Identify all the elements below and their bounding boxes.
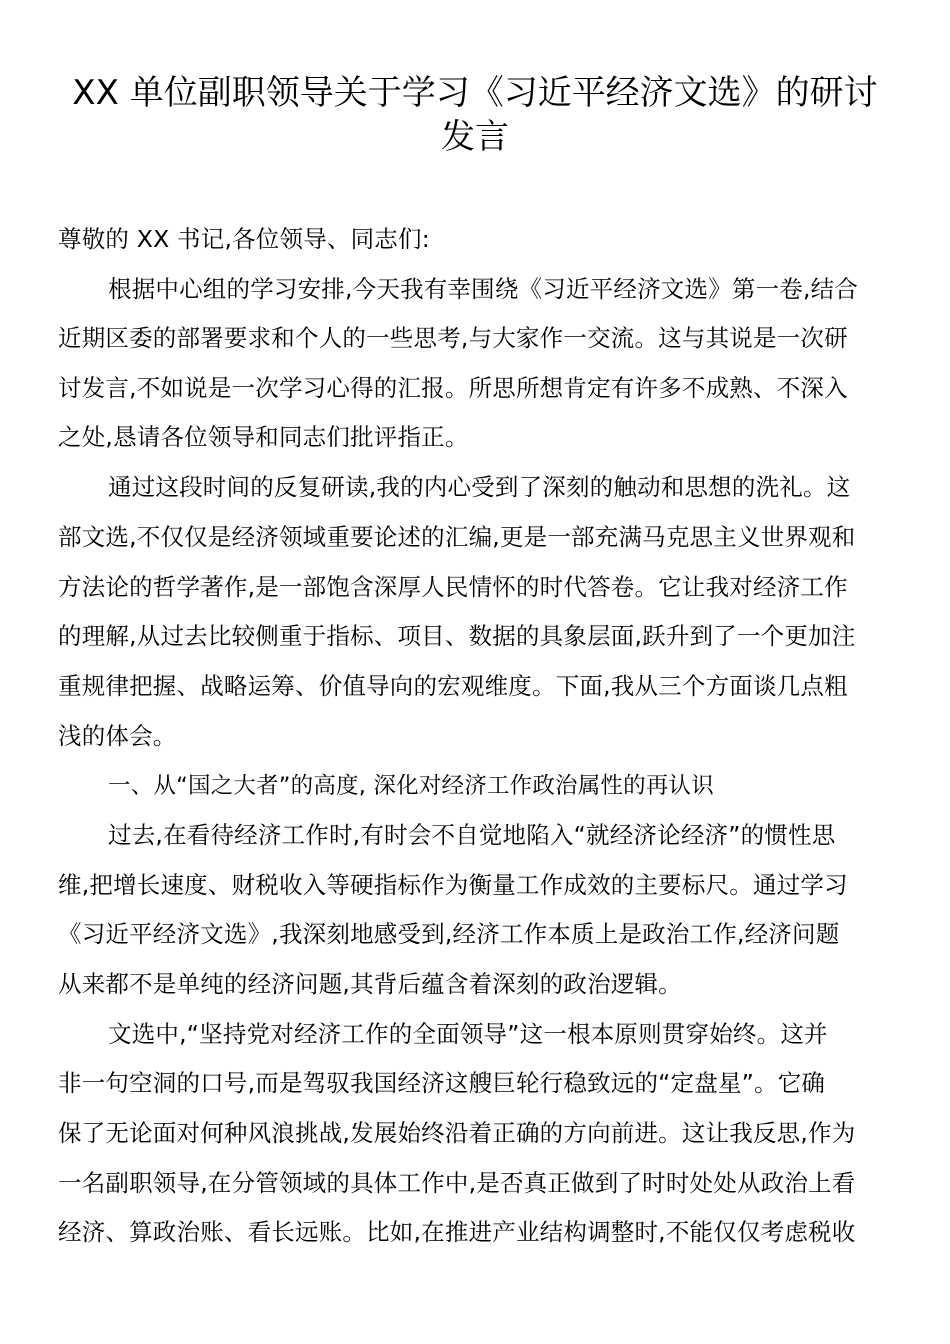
paragraph-2-line-1: 通过这段时间的反复研读,我的内心受到了深刻的触动和思想的洗礼。这 bbox=[108, 473, 851, 501]
paragraph-4-line-5: 经济、算政治账、看长远账。比如,在推进产业结构调整时,不能仅仅考虑税收 bbox=[58, 1218, 856, 1246]
paragraph-2-line-6: 浅的体会。 bbox=[58, 722, 177, 750]
paragraph-2-line-3: 方法论的哲学著作,是一部饱含深厚人民情怀的时代答卷。它让我对经济工作 bbox=[58, 573, 848, 601]
paragraph-4-line-4: 一名副职领导,在分管领域的具体工作中,是否真正做到了时时处处从政治上看 bbox=[58, 1169, 856, 1197]
paragraph-1-line-2: 近期区委的部署要求和个人的一些思考,与大家作一交流。这与其说是一次研 bbox=[58, 324, 848, 352]
paragraph-3-line-4: 从来都不是单纯的经济问题,其背后蕴含着深刻的政治逻辑。 bbox=[58, 970, 682, 998]
paragraph-2-line-4: 的理解,从过去比较侧重于指标、项目、数据的具象层面,跃升到了一个更加注 bbox=[58, 622, 856, 650]
paragraph-4-line-1: 文选中,“坚持党对经济工作的全面领导”这一根本原则贯穿始终。这并 bbox=[108, 1020, 828, 1048]
paragraph-2-line-5: 重规律把握、战略运筹、价值导向的宏观维度。下面,我从三个方面谈几点粗 bbox=[58, 672, 848, 700]
paragraph-4-line-2: 非一句空洞的口号,而是驾驭我国经济这艘巨轮行稳致远的“定盘星”。它确 bbox=[58, 1069, 826, 1097]
paragraph-1-line-1: 根据中心组的学习安排,今天我有幸围绕《习近平经济文选》第一卷,结合 bbox=[108, 275, 859, 303]
paragraph-3-line-1: 过去,在看待经济工作时,有时会不自觉地陷入“就经济论经济”的惯性思 bbox=[108, 821, 836, 849]
salutation: 尊敬的 XX 书记,各位领导、同志们: bbox=[58, 225, 430, 253]
paragraph-3-line-2: 维,把增长速度、财税收入等硬指标作为衡量工作成效的主要标尺。通过学习 bbox=[58, 871, 848, 899]
paragraph-4-line-3: 保了无论面对何种风浪挑战,发展始终沿着正确的方向前进。这让我反思,作为 bbox=[58, 1119, 856, 1147]
paragraph-2-line-2: 部文选,不仅仅是经济领域重要论述的汇编,更是一部充满马克思主义世界观和 bbox=[58, 523, 856, 551]
document-title-line-2: 发言 bbox=[441, 117, 509, 157]
document-title-line-1: XX 单位副职领导关于学习《习近平经济文选》的研讨 bbox=[72, 73, 878, 113]
paragraph-1-line-3: 讨发言,不如说是一次学习心得的汇报。所思所想肯定有许多不成熟、不深入 bbox=[58, 374, 848, 402]
section-heading-1: 一、从“国之大者”的高度, 深化对经济工作政治属性的再认识 bbox=[108, 773, 714, 799]
paragraph-1-line-4: 之处,恳请各位领导和同志们批评指正。 bbox=[58, 423, 469, 451]
paragraph-3-line-3: 《习近平经济文选》,我深刻地感受到,经济工作本质上是政治工作,经济问题 bbox=[58, 920, 840, 948]
